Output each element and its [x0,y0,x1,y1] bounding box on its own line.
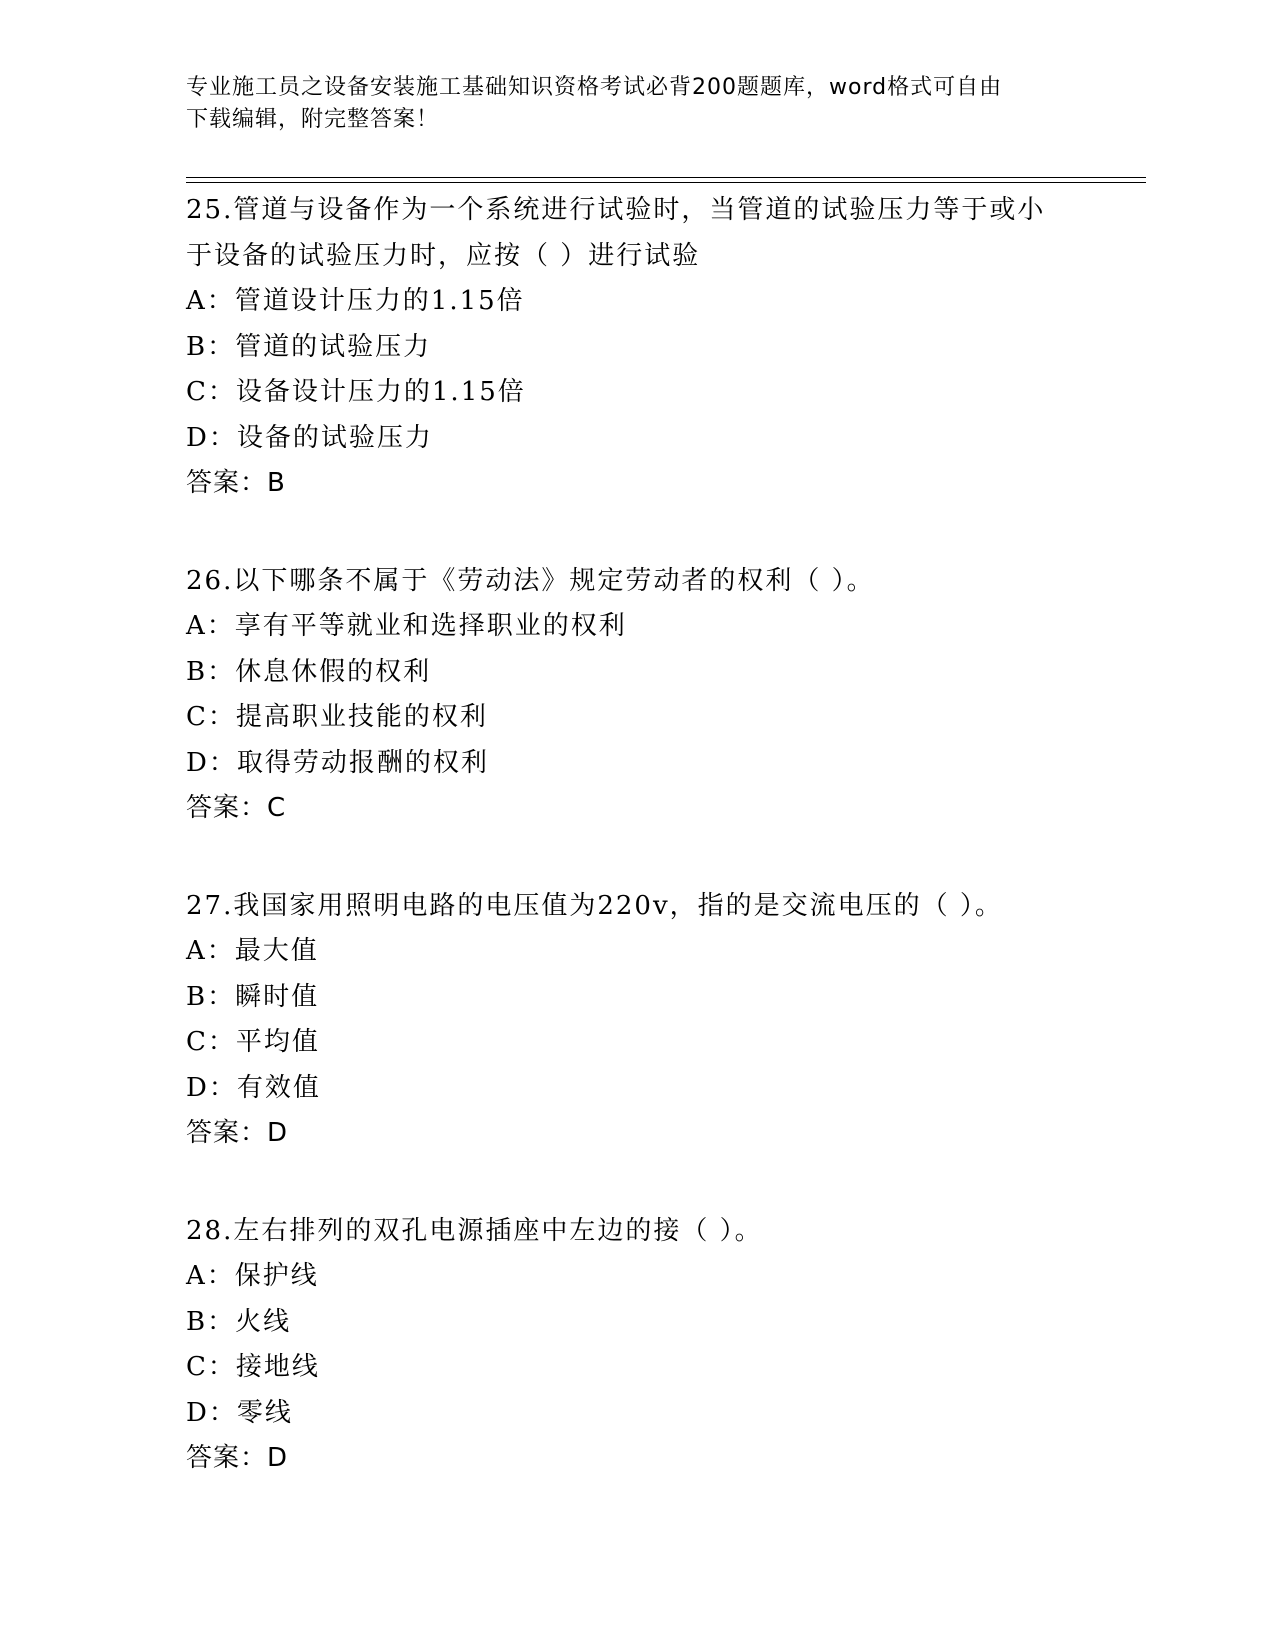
option-c: C：接地线 [186,1352,320,1382]
answer-label: 答案：D [186,1443,289,1473]
option-c: C：提高职业技能的权利 [186,702,488,732]
answer-label: 答案：D [186,1118,289,1148]
answer-label: 答案：C [186,793,287,823]
option-c: C：平均值 [186,1027,320,1057]
option-b: B：火线 [186,1306,292,1337]
option-d: D：取得劳动报酬的权利 [186,747,489,778]
option-b: B：瞬时值 [186,981,320,1012]
document-header [186,72,1066,136]
option-b: B：管道的试验压力 [186,331,432,362]
header-line-2: 下载编辑，附完整答案！ [186,107,440,132]
question-stem: 28.左右排列的双孔电源插座中左边的接（ ）。 [186,1215,763,1246]
option-a: A：保护线 [186,1261,319,1291]
option-d: D：设备的试验压力 [186,422,433,453]
option-a: A：享有平等就业和选择职业的权利 [186,611,627,641]
option-d: D：有效值 [186,1072,321,1103]
option-a: A：管道设计压力的1.15倍 [186,286,525,316]
question-26 [186,559,1086,832]
question-28 [186,1209,1086,1482]
question-stem: 25.管道与设备作为一个系统进行试验时，当管道的试验压力等于或小于设备的试验压力时，应按（ ）进行试验 [186,195,1046,271]
option-a: A：最大值 [186,936,319,966]
header-line-1: 专业施工员之设备安装施工基础知识资格考试必背200题题库，word格式可自由 [186,75,1003,100]
option-d: D：零线 [186,1397,293,1428]
question-list [186,188,1086,1534]
header-divider-top [186,177,1146,178]
header-divider-bottom [186,182,1146,183]
question-25 [186,188,1086,507]
question-27 [186,884,1086,1157]
question-stem: 26.以下哪条不属于《劳动法》规定劳动者的权利（ ）。 [186,565,875,596]
option-b: B：休息休假的权利 [186,656,432,687]
question-stem: 27.我国家用照明电路的电压值为220v，指的是交流电压的（ ）。 [186,890,1003,921]
answer-label: 答案：B [186,468,286,498]
option-c: C：设备设计压力的1.15倍 [186,377,526,407]
